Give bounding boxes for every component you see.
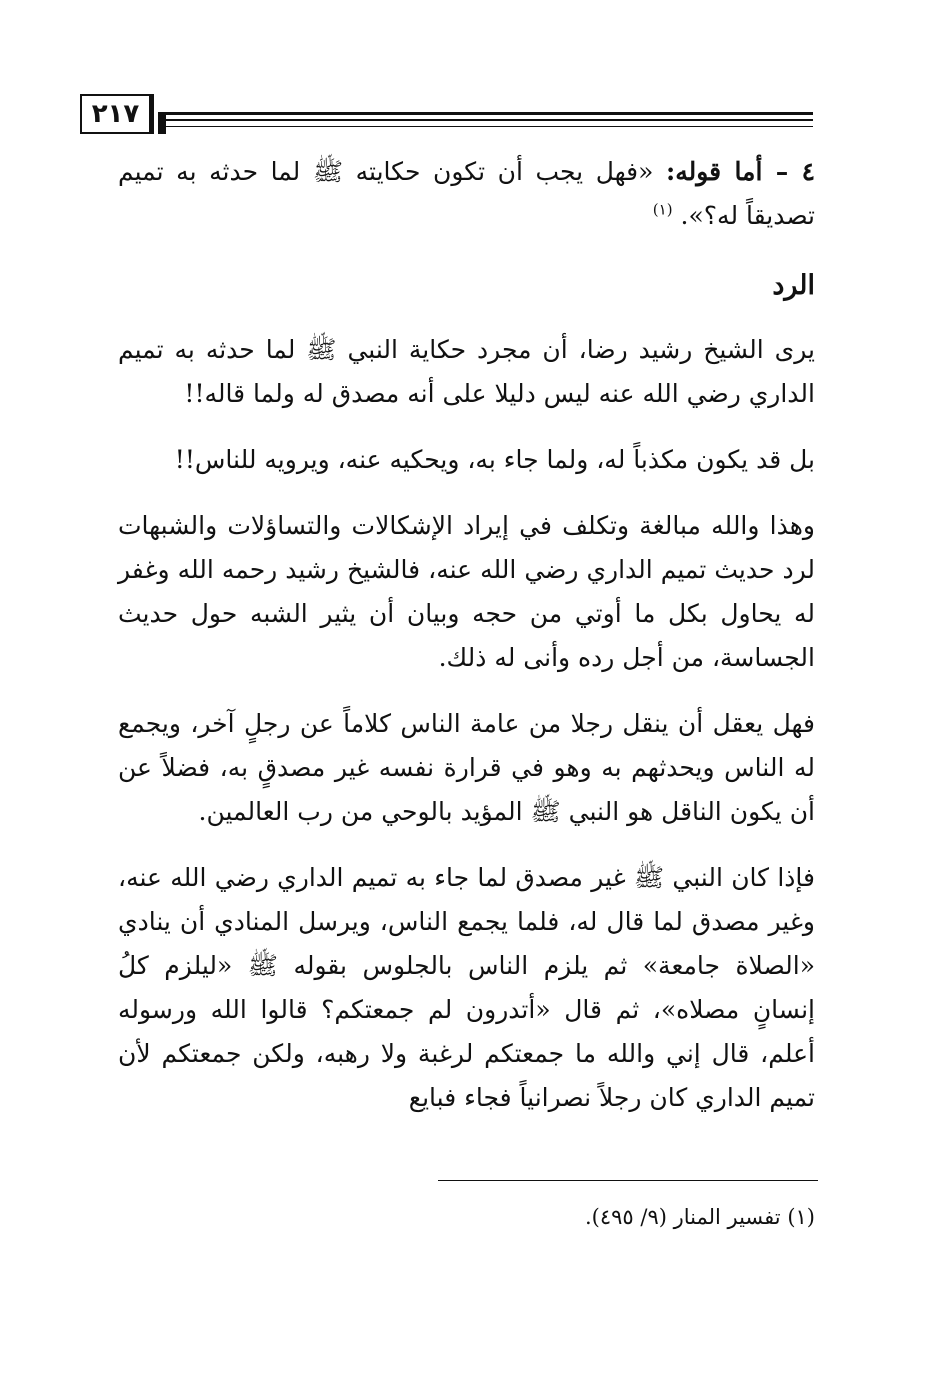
paragraph: وهذا والله مبالغة وتكلف في إيراد الإشكالات والتساؤلات والشبهات لرد حديث تميم الداري رضي الله عنه، فالشيخ رشيد رحمه الله وغفر له يحاول بكل ما أوتي من حجه وبيان أن يثير الشبه حول حديث الجساسة، من أجل رده وأنى له ذلك. [118, 511, 815, 672]
item-4-lead: ٤ – أما قوله: [666, 157, 815, 186]
paragraph: يرى الشيخ رشيد رضا، أن مجرد حكاية النبي ﷺ لما حدثه به تميم الداري رضي الله عنه ليس دليلا على أنه مصدق له ولما قاله!! [118, 335, 815, 408]
header-rule [160, 119, 813, 121]
footnote-reference: (١) [652, 200, 673, 219]
paragraph: فهل يعقل أن ينقل رجلا من عامة الناس كلاماً عن رجلٍ آخر، ويجمع له الناس ويحدثهم به وهو في قرارة نفسه غير مصدقٍ به، فضلاً عن أن يكون الناقل هو النبي ﷺ المؤيد بالوحي من رب العالمين. [118, 709, 815, 826]
header-rule [160, 126, 813, 127]
footnote-divider [438, 1180, 818, 1181]
paragraph: فإذا كان النبي ﷺ غير مصدق لما جاء به تميم الداري رضي الله عنه، وغير مصدق لما قال له، فلما يجمع الناس، ويرسل المنادي أن ينادي «الصلاة جامعة» ثم يلزم الناس بالجلوس بقوله ﷺ «ليلزم كلُ إنسانٍ مصلاه»، ثم قال «أتدرون لم جمعتكم؟ قالوا الله ورسوله أعلم، قال إني والله ما جمعتكم لرغبة ولا رهبه، ولكن جمعتكم لأن تميم الداري كان رجلاً نصرانياً فجاء فبايع [118, 863, 816, 1112]
item-4-paragraph [118, 150, 815, 238]
item-4-quote: «فهل يجب أن تكون حكايته ﷺ لما حدثه به تميم تصديقاً له؟». [118, 157, 815, 230]
page-body [118, 150, 815, 1142]
header-rule [160, 112, 813, 115]
footnote: (١) تفسير المنار (٩/ ٤٩٥). [584, 1205, 815, 1229]
section-heading: الرد [772, 270, 815, 301]
paragraph: بل قد يكون مكذباً له، ولما جاء به، ويحكيه عنه، ويرويه للناس!! [174, 445, 815, 474]
page-number-box [80, 94, 154, 134]
page-number: ٢١٧ [91, 99, 140, 129]
header-rule-thick [158, 112, 166, 134]
